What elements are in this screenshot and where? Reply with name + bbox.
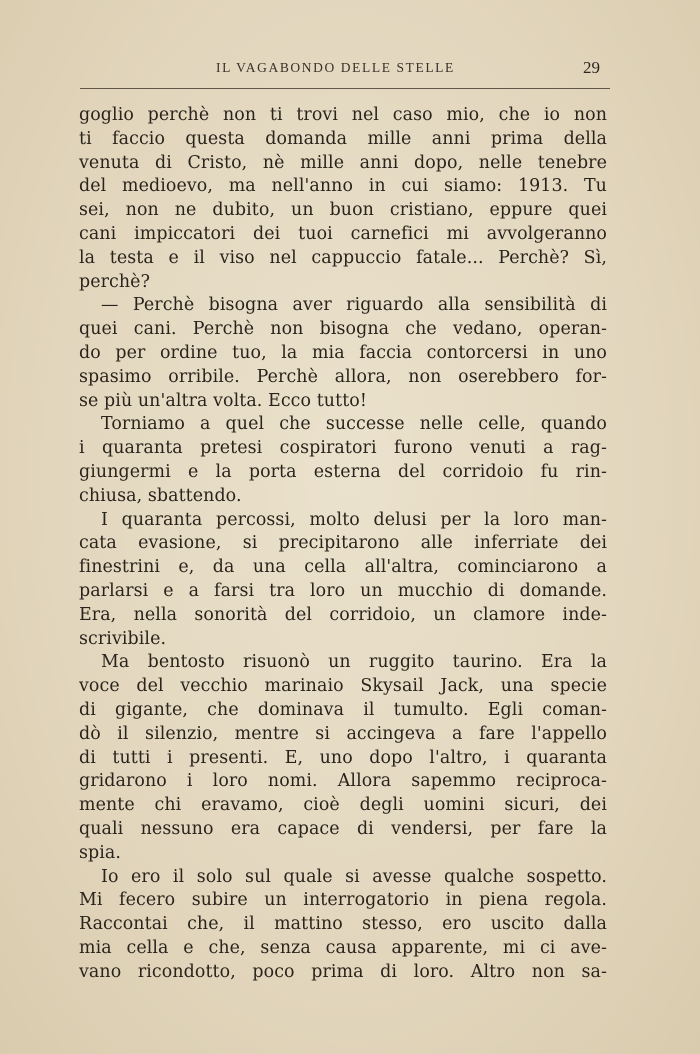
- text-line: Raccontai che, il mattino stesso, ero uscito dalla: [79, 914, 607, 935]
- text-line: I quaranta percossi, molto delusi per la loro man-: [101, 509, 607, 530]
- text-line: quei cani. Perchè non bisogna che vedano, operan-: [79, 319, 607, 340]
- text-line: parlarsi e a farsi tra loro un mucchio di domande.: [79, 580, 607, 601]
- text-line: Ma bentosto risuonò un ruggito taurino. Era la: [101, 652, 607, 673]
- text-line: Io ero il solo sul quale si avesse qualche sospetto.: [101, 866, 607, 887]
- text-line: sei, non ne dubito, un buon cristiano, eppure quei: [79, 200, 607, 221]
- text-line: Torniamo a quel che successe nelle celle, quando: [101, 414, 607, 435]
- text-line: do per ordine tuo, la mia faccia contorcersi in uno: [79, 342, 607, 363]
- page-number: 29: [583, 58, 600, 77]
- body-text: [79, 104, 607, 984]
- text-line: di tutti i presenti. E, uno dopo l'altro, i quaranta: [79, 747, 607, 768]
- text-line: goglio perchè non ti trovi nel caso mio, che io non: [79, 105, 607, 125]
- running-title: IL VAGABONDO DELLE STELLE: [216, 60, 455, 75]
- text-line: mente chi eravamo, cioè degli uomini sicuri, dei: [79, 795, 607, 816]
- text-line: Era, nella sonorità del corridoio, un clamore inde-: [79, 604, 607, 625]
- text-line: cata evasione, si precipitarono alle inferriate dei: [79, 533, 607, 554]
- text-line: scrivibile.: [79, 628, 167, 649]
- text-line: vano ricondotto, poco prima di loro. Altro non sa-: [79, 961, 607, 982]
- text-line: del medioevo, ma nell'anno in cui siamo: 1913. Tu: [79, 176, 607, 197]
- text-line: chiusa, sbattendo.: [79, 485, 242, 506]
- text-line: voce del vecchio marinaio Skysail Jack, una specie: [79, 676, 607, 697]
- text-line: quali nessuno era capace di vendersi, per fare la: [79, 818, 607, 839]
- text-line: perchè?: [79, 271, 150, 292]
- text-line: la testa e il viso nel cappuccio fatale... Perchè? Sì,: [79, 247, 607, 268]
- text-line: spasimo orribile. Perchè allora, non oserebbero for-: [79, 366, 607, 387]
- text-line: finestrini e, da una cella all'altra, cominciarono a: [79, 557, 607, 578]
- text-line: venuta di Cristo, nè mille anni dopo, nelle tenebre: [79, 152, 607, 173]
- text-line: gridarono i loro nomi. Allora sapemmo reciproca-: [79, 771, 607, 792]
- text-line: cani impiccatori dei tuoi carnefici mi avvolgeranno: [79, 223, 607, 244]
- text-line: ti faccio questa domanda mille anni prima della: [79, 128, 607, 149]
- text-line: giungermi e la porta esterna del corridoio fu rin-: [79, 461, 607, 482]
- text-line: mia cella e che, senza causa apparente, mi ci ave-: [79, 937, 607, 958]
- text-line: se più un'altra volta. Ecco tutto!: [79, 390, 367, 411]
- running-head: [0, 60, 700, 82]
- text-line: spia.: [79, 842, 122, 863]
- text-line: i quaranta pretesi cospiratori furono venuti a rag-: [79, 438, 607, 459]
- text-line: dò il silenzio, mentre si accingeva a fare l'appello: [79, 723, 607, 744]
- text-line: — Perchè bisogna aver riguardo alla sensibilità di: [101, 295, 607, 316]
- text-line: di gigante, che dominava il tumulto. Egli coman-: [79, 699, 607, 720]
- text-line: Mi fecero subire un interrogatorio in piena regola.: [79, 890, 607, 911]
- header-rule: [80, 88, 610, 89]
